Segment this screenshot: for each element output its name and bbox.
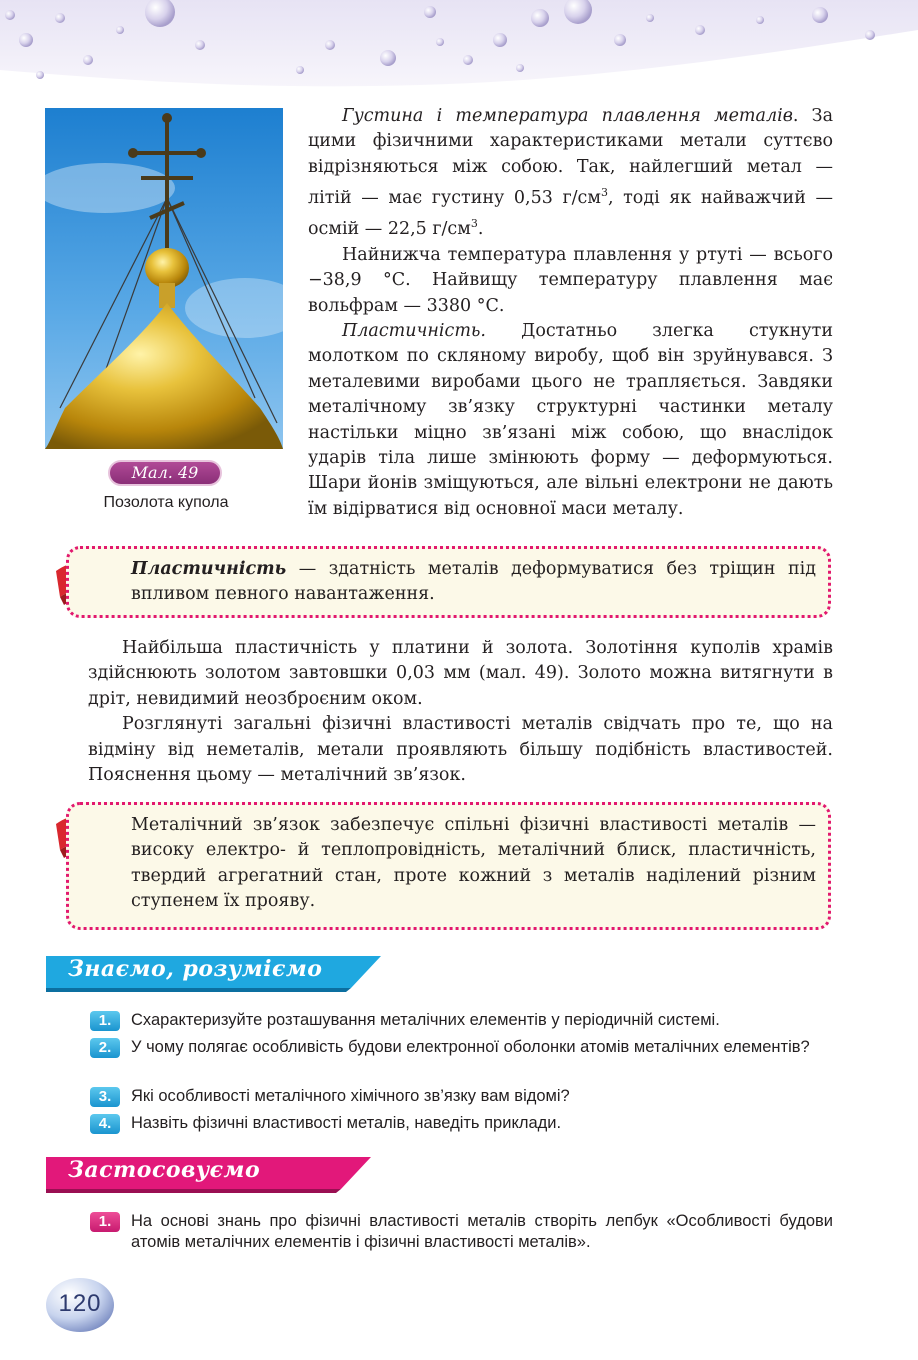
question-text: У чому полягає особливість будови електронної оболонки атомів металічних елементів? <box>131 1038 810 1056</box>
question-number-badge: 4. <box>90 1114 120 1134</box>
header-bubbles-decoration <box>0 0 918 100</box>
apply-section-title: Застосовуємо <box>68 1157 261 1183</box>
figure-badge: Мал. 49 <box>108 460 222 486</box>
plasticity-term: Пластичність. <box>342 320 486 341</box>
question-number-badge: 3. <box>90 1087 120 1107</box>
metallic-bond-definition-box <box>66 802 831 930</box>
plasticity-definition-box <box>66 546 831 618</box>
plasticity-definition: Пластичність — здатність металів деформуватися без тріщин під впливом певного навантаження. <box>131 559 816 605</box>
gilded-dome-photo <box>45 108 283 449</box>
page-number-badge <box>44 1277 116 1333</box>
metallic-bond-definition: Металічний зв’язок забезпечує спільні фізичні властивості металів — високу електро- й теплопровідність, металічний блиск, пластичність, твердий агрегатний стан, проте кожний з металів наділений різним ступенем їх прояву. <box>131 815 816 912</box>
density-term: Густина і температура плавлення металів <box>342 106 793 126</box>
apply-section-banner <box>46 1153 371 1193</box>
question-item <box>90 1037 833 1058</box>
question-text: Назвіть фізичні властивості металів, наведіть приклади. <box>131 1114 562 1132</box>
question-text: Які особливості металічного хімічного зв’язку вам відомі? <box>131 1087 570 1105</box>
page-number: 120 <box>58 1290 102 1317</box>
task-item <box>90 1211 833 1253</box>
question-number-badge: 2. <box>90 1038 120 1058</box>
intro-text-block <box>308 104 833 522</box>
summary-paragraph: Розглянуті загальні фізичні властивості металів свідчать про те, що на відміну від неметалів, метали проявляють більшу подібність властивостей. Пояснення цьому — металічний зв’язок. <box>88 714 833 786</box>
know-section-banner <box>46 952 381 992</box>
task-number-badge: 1. <box>90 1212 120 1232</box>
density-paragraph: Густина і температура плавлення металів. За цими фізичними характеристиками метали суттєво відрізняються між собою. Так, найлегший метал — літій — має густину 0,53 $г/см^3$, тоді як найважчий — осмій — 22,5 $г/см^3$. <box>308 106 833 240</box>
task-text: На основі знань про фізичні властивості металів створіть лепбук «Особливості будови атомів металічних елементів і фізичні властивості металів». <box>131 1212 833 1251</box>
question-item <box>90 1086 833 1107</box>
question-number-badge: 1. <box>90 1011 120 1031</box>
middle-text-block <box>88 636 833 788</box>
question-item <box>90 1113 833 1134</box>
question-text: Схарактеризуйте розташування металічних елементів у періодичній системі. <box>131 1011 720 1029</box>
figure-caption: Позолота купола <box>103 494 229 511</box>
gold-paragraph: Найбільша пластичність у платини й золота. Золотіння куполів храмів здійснюють золотом завтовшки 0,03 мм (мал. 49). Золото можна витягнути в дріт, невидимий неозброєним оком. <box>88 638 833 709</box>
know-section-title: Знаємо, розуміємо <box>68 956 323 982</box>
melting-paragraph: Найнижча температура плавлення у ртуті — всього −38,9 °С. Найвищу температуру плавлення має вольфрам — 3380 °С. <box>308 244 833 316</box>
plasticity-paragraph: Пластичність. Достатньо злегка стукнути молотком по скляному виробу, щоб він зруйнувався. З металевими виробами цього не трапляється. Завдяки металічному зв’язку структурні частинки металу настільки міцно зв’язані між собою, що внаслідок ударів тіла лише змінюють форму — деформуються. Шари йонів зміщуються, але вільні електрони не дають їм відірватися від основної маси металу. <box>308 320 833 519</box>
question-item <box>90 1010 833 1031</box>
